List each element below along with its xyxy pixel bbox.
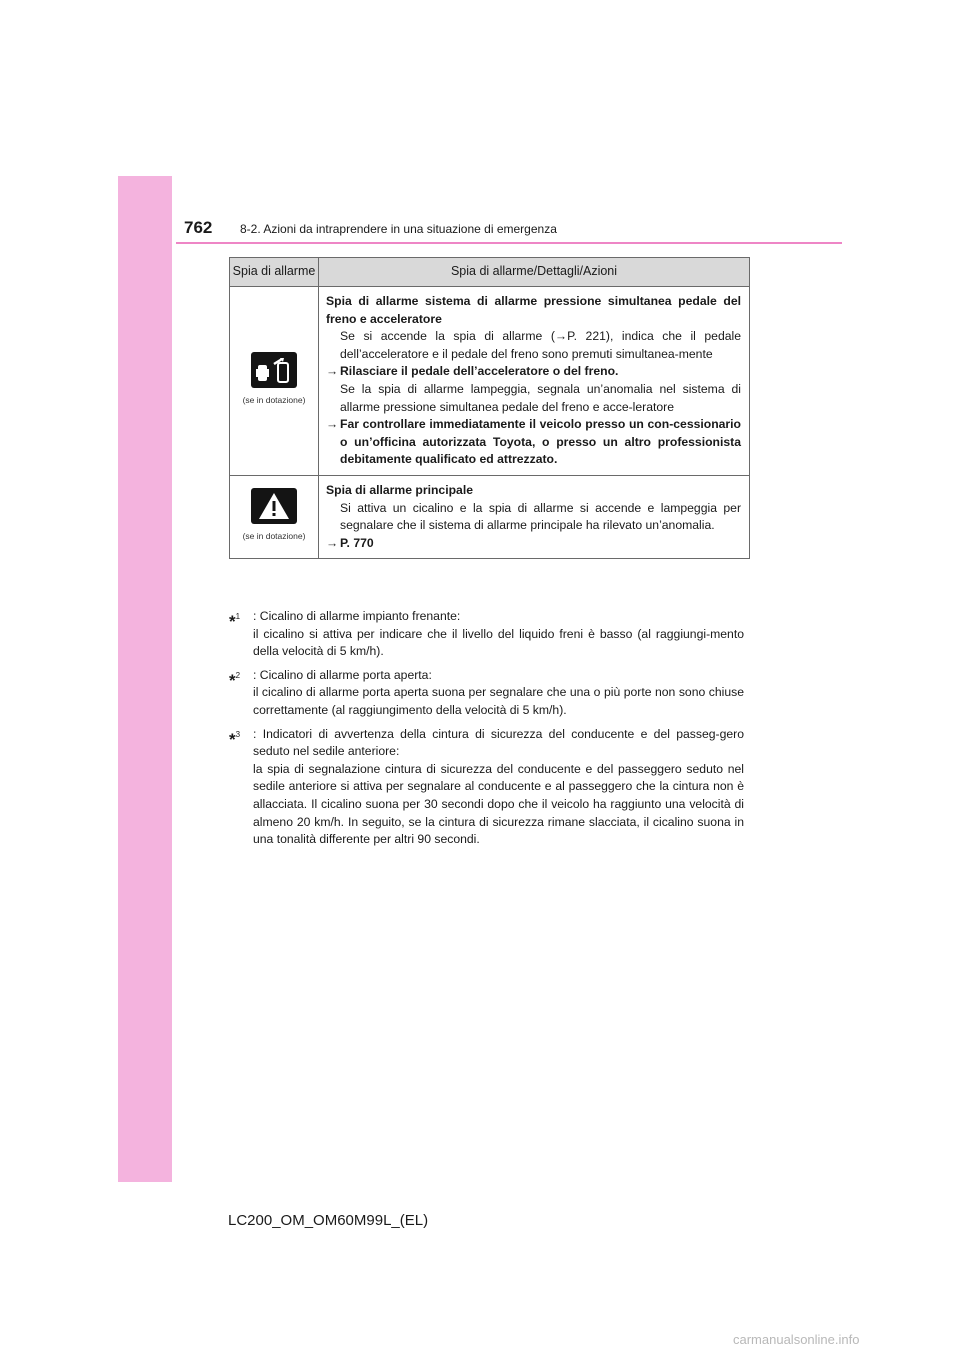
table-row — [230, 287, 750, 476]
footnote-marker: *$^2$ — [229, 670, 241, 690]
warning-description: Si attiva un cicalino e la spia di allarme si accende e lampeggia per segnalare che il sistema di allarme principale ha rilevato un’anomalia. — [340, 500, 741, 533]
footnote-text — [253, 667, 744, 720]
footnote-text — [253, 608, 744, 661]
footnote-marker: *$^1$ — [229, 612, 241, 632]
footnote-heading: : Cicalino di allarme porta aperta: — [253, 667, 432, 682]
column-header-details: Spia di allarme/Dettagli/Azioni — [319, 258, 750, 287]
action-text: Rilasciare il pedale dell’acceleratore o del freno. — [340, 364, 619, 379]
icon-caption: (se in dotazione) — [242, 395, 306, 406]
column-header-light: Spia di allarme — [230, 258, 319, 287]
warning-description: Se la spia di allarme lampeggia, segnala un’anomalia nel sistema di allarme pressione simultanea pedale del freno e acce-leratore — [340, 381, 741, 414]
warning-lights-table — [229, 257, 750, 559]
document-code: LC200_OM_OM60M99L_(EL) — [228, 1212, 429, 1229]
footnote-body: il cicalino si attiva per indicare che il livello del liquido freni è basso (al raggiungi-mento della velocità di 5 km/h). — [253, 626, 744, 659]
page-number: 762 — [184, 218, 213, 237]
brake-accelerator-override-icon — [251, 352, 297, 388]
footnote-text — [253, 726, 744, 849]
icon-caption: (se in dotazione) — [242, 531, 306, 542]
footnote — [229, 667, 744, 720]
footnotes — [229, 608, 744, 855]
icon-cell — [230, 287, 319, 476]
header-divider — [176, 242, 842, 244]
footnote-body: la spia di segnalazione cintura di sicurezza del conducente e del passeggero seduto nel sedile anteriore si attiva per segnalare al conducente e al passeggero che la cintura non è allacciata. Il cicalino suona per 30 secondi dopo che il veicolo ha raggiunto una velocità di almeno 20 km/h. In seguito, se la cintura di sicurezza rimane slacciata, il cicalino suona in una tonalità differente per altri 90 secondi. — [253, 761, 744, 847]
site-watermark: carmanualsonline.info — [733, 1332, 860, 1347]
action-line — [326, 416, 741, 469]
warning-title: Spia di allarme sistema di allarme pressione simultanea pedale del freno e acceleratore — [326, 294, 741, 326]
details-cell — [319, 475, 750, 558]
action-line — [326, 535, 741, 553]
action-text: Far controllare immediatamente il veicolo presso un con-cessionario o un’officina autorizzata Toyota, o presso un altro professionista debitamente qualificato ed attrezzato. — [340, 417, 741, 467]
details-cell — [319, 287, 750, 476]
footnote-marker: *$^3$ — [229, 729, 241, 749]
table-row — [230, 475, 750, 558]
arrow-icon: → — [326, 417, 339, 432]
section-title: 8-2. Azioni da intraprendere in una situazione di emergenza — [240, 222, 557, 236]
warning-description: Se si accende la spia di allarme (→P. 221), indica che il pedale dell’acceleratore e il pedale del freno sono premuti simultanea-mente — [340, 329, 741, 361]
arrow-icon: → — [326, 364, 339, 379]
chapter-sidebar-tab — [118, 176, 172, 1182]
footnote-heading: : Cicalino di allarme impianto frenante: — [253, 609, 461, 623]
action-line — [326, 363, 741, 381]
warning-title: Spia di allarme principale — [326, 482, 473, 497]
master-warning-icon — [251, 488, 297, 524]
arrow-icon: → — [326, 535, 339, 550]
table-header-row — [230, 258, 750, 287]
footnote-body: il cicalino di allarme porta aperta suona per segnalare che una o più porte non sono chiuse correttamente (al raggiungimento della velocità di 5 km/h). — [253, 685, 744, 717]
footnote-heading: : Indicatori di avvertenza della cintura di sicurezza del conducente e del passeg-gero seduto nel sedile anteriore: — [253, 726, 744, 759]
icon-cell — [230, 475, 319, 558]
footnote — [229, 726, 744, 849]
footnote — [229, 608, 744, 661]
page-reference-link[interactable]: P. 770 — [340, 535, 374, 550]
